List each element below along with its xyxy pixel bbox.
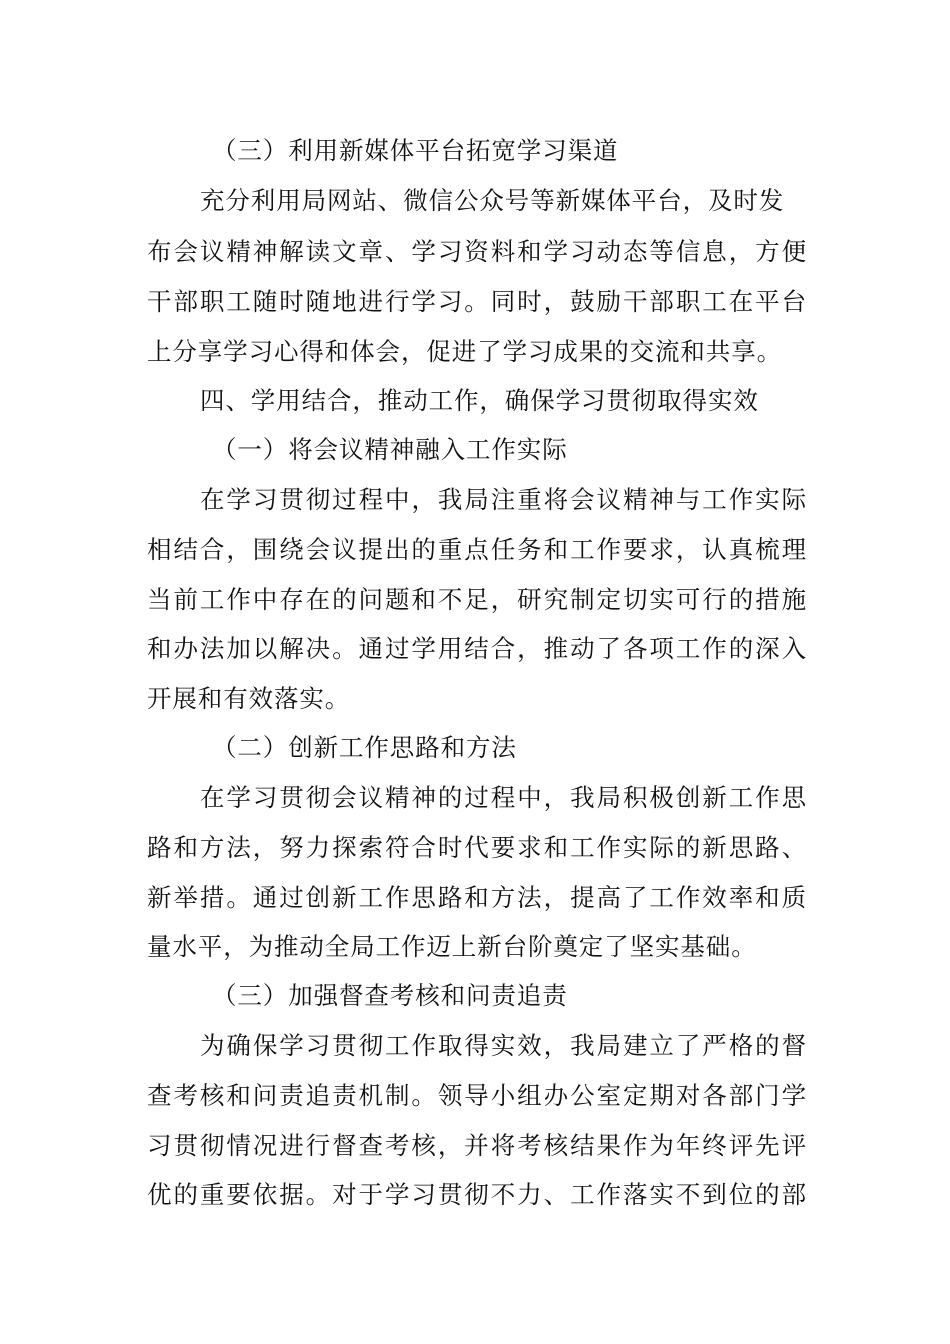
- subheading-supervision: （三）加强督查考核和问责追责: [212, 981, 568, 1010]
- paragraph-line: 干部职工随时随地进行学习。同时，鼓励干部职工在平台: [147, 287, 807, 316]
- paragraph-line: 为确保学习贯彻工作取得实效，我局建立了严格的督: [200, 1031, 807, 1060]
- subheading-new-media: （三）利用新媒体平台拓宽学习渠道: [212, 136, 619, 165]
- paragraph-line: 相结合，围绕会议提出的重点任务和工作要求，认真梳理: [147, 535, 807, 564]
- paragraph-line: 量水平，为推动全局工作迈上新台阶奠定了坚实基础。: [147, 932, 757, 961]
- paragraph-line: 上分享学习心得和体会，促进了学习成果的交流和共享。: [147, 337, 782, 366]
- paragraph-line: 当前工作中存在的问题和不足，研究制定切实可行的措施: [147, 585, 807, 614]
- paragraph-line: 路和方法，努力探索符合时代要求和工作实际的新思路、: [147, 833, 807, 862]
- paragraph-line: 在学习贯彻会议精神的过程中，我局积极创新工作思: [200, 783, 807, 812]
- subheading-integrate: （一）将会议精神融入工作实际: [212, 435, 568, 464]
- subheading-innovate: （二）创新工作思路和方法: [212, 733, 517, 762]
- paragraph-line: 习贯彻情况进行督查考核，并将考核结果作为年终评先评: [147, 1131, 807, 1160]
- paragraph-line: 开展和有效落实。: [147, 684, 351, 713]
- paragraph-line: 新举措。通过创新工作思路和方法，提高了工作效率和质: [147, 883, 807, 912]
- paragraph-line: 充分利用局网站、微信公众号等新媒体平台，及时发: [200, 186, 785, 215]
- paragraph-line: 优的重要依据。对于学习贯彻不力、工作落实不到位的部: [147, 1180, 807, 1209]
- paragraph-line: 布会议精神解读文章、学习资料和学习动态等信息，方便: [147, 237, 807, 266]
- paragraph-line: 在学习贯彻过程中，我局注重将会议精神与工作实际: [200, 485, 807, 514]
- paragraph-line: 查考核和问责追责机制。领导小组办公室定期对各部门学: [147, 1081, 807, 1110]
- paragraph-line: 和办法加以解决。通过学用结合，推动了各项工作的深入: [147, 634, 807, 663]
- section-heading-four: 四、学用结合，推动工作，确保学习贯彻取得实效: [200, 386, 759, 415]
